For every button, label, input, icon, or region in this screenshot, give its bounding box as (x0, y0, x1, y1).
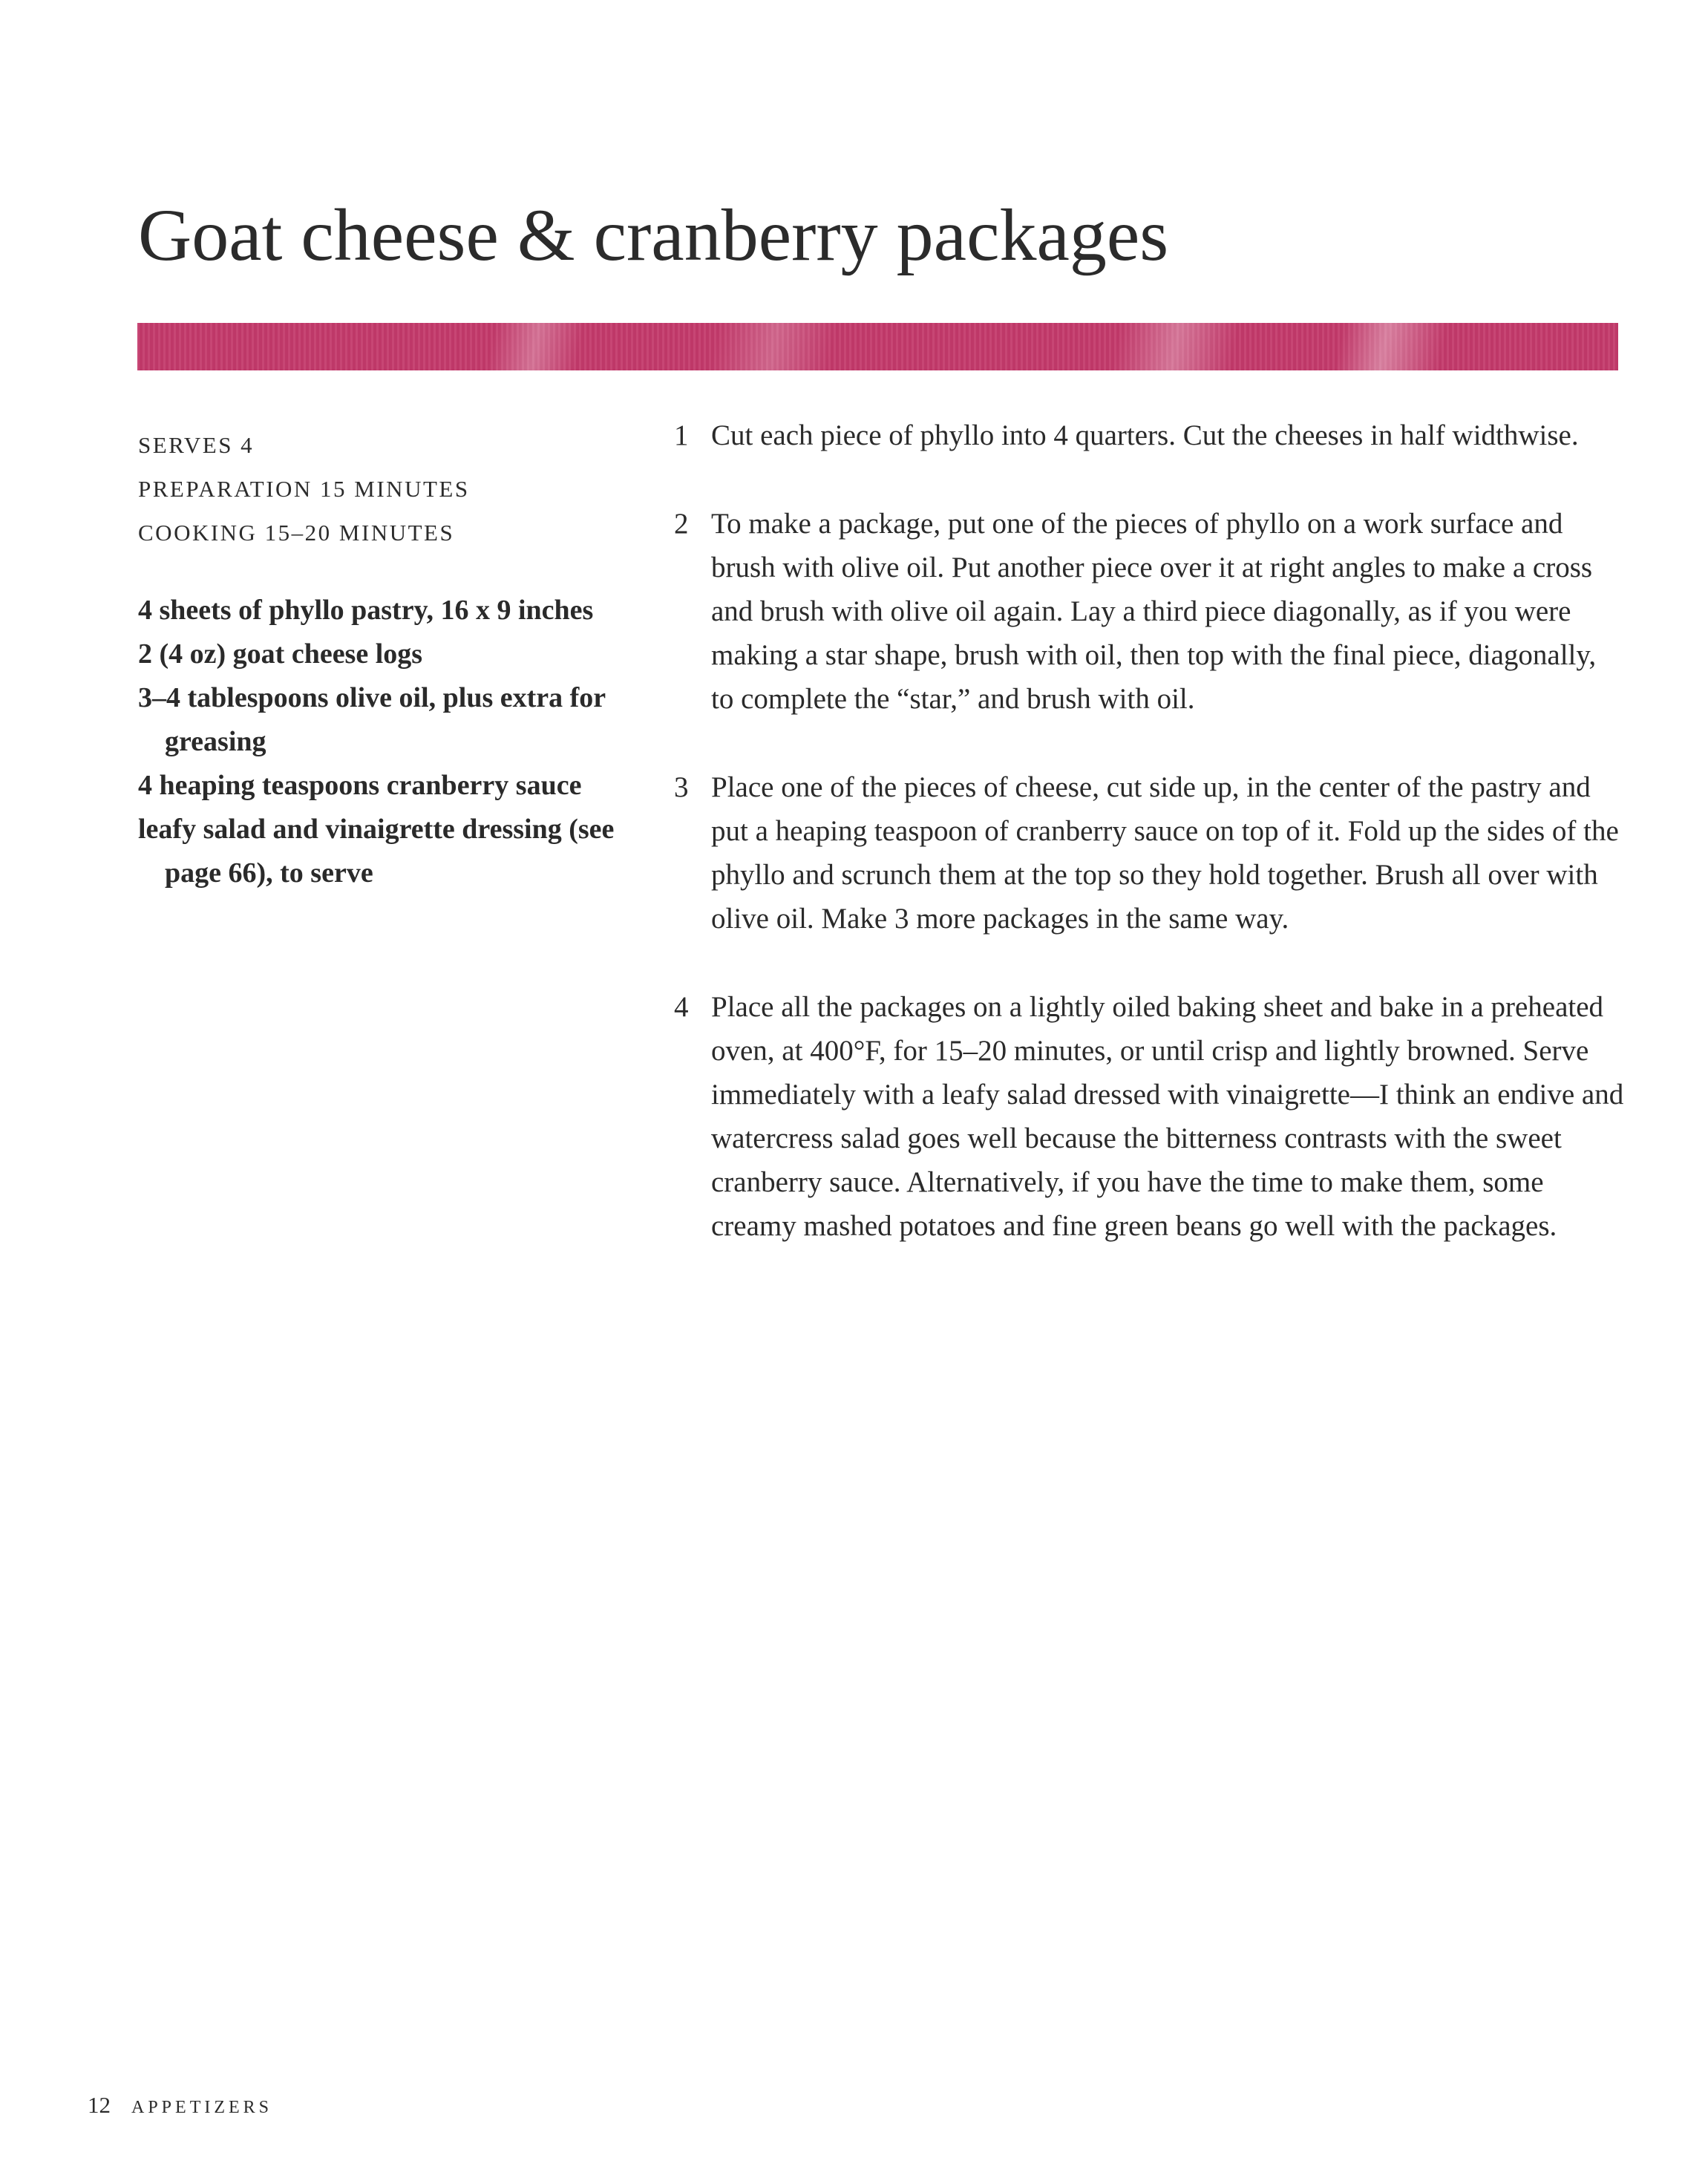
method-step (674, 502, 1626, 721)
ingredient-item: 4 sheets of phyllo pastry, 16 x 9 inches (138, 595, 594, 626)
ingredient-list (138, 589, 673, 895)
ingredient-item: 2 (4 oz) goat cheese logs (138, 638, 423, 670)
ingredient-item: 3–4 tablespoons olive oil, plus extra for greasing (138, 682, 606, 757)
method-step (674, 413, 1626, 457)
step-number: 3 (674, 771, 689, 803)
page-footer (88, 2092, 272, 2119)
step-number: 4 (674, 991, 689, 1023)
step-text: Place one of the pieces of cheese, cut side up, in the center of the pastry and put a heaping teaspoon of cranberry sauce on top of it. Fold up the sides of the phyllo and scrunch them at the top so they hold together. Brush all over with olive oil. Make 3 more packages in the same way. (711, 771, 1619, 935)
step-text: Place all the packages on a lightly oiled baking sheet and bake in a preheated oven, at 400°F, for 15–20 minutes, or until crisp and lightly browned. Serve immediately with a leafy salad dressed with vinaigrette—I think an endive and watercress salad goes well because the bitterness contrasts with the sweet cranberry sauce. Alternatively, if you have the time to make them, some creamy mashed potatoes and fine green beans go well with the packages. (711, 991, 1624, 1242)
method-step (674, 985, 1626, 1248)
preparation-time: PREPARATION 15 MINUTES (138, 476, 470, 502)
method-steps (674, 413, 1626, 1292)
ingredient-item: leafy salad and vinaigrette dressing (see page 66), to serve (138, 814, 615, 889)
ingredient-item: 4 heaping teaspoons cranberry sauce (138, 770, 582, 801)
recipe-meta (138, 423, 673, 555)
step-number: 2 (674, 508, 689, 540)
cooking-time: COOKING 15–20 MINUTES (138, 520, 455, 546)
recipe-title: Goat cheese & cranberry packages (138, 194, 1169, 276)
method-step (674, 765, 1626, 941)
step-text: Cut each piece of phyllo into 4 quarters. Cut the cheeses in half widthwise. (711, 419, 1579, 451)
decorative-banner (137, 323, 1618, 370)
page-number: 12 (88, 2092, 111, 2118)
section-name: APPETIZERS (131, 2098, 273, 2117)
serves-info: SERVES 4 (138, 432, 255, 458)
step-number: 1 (674, 419, 689, 451)
step-text: To make a package, put one of the pieces of phyllo on a work surface and brush with olive oil. Put another piece over it at right angles to make a cross and brush with olive oil again. Lay a third piece diagonally, as if you were making a star shape, brush with oil, then top with the final piece, diagonally, to complete the “star,” and brush with oil. (711, 508, 1597, 715)
